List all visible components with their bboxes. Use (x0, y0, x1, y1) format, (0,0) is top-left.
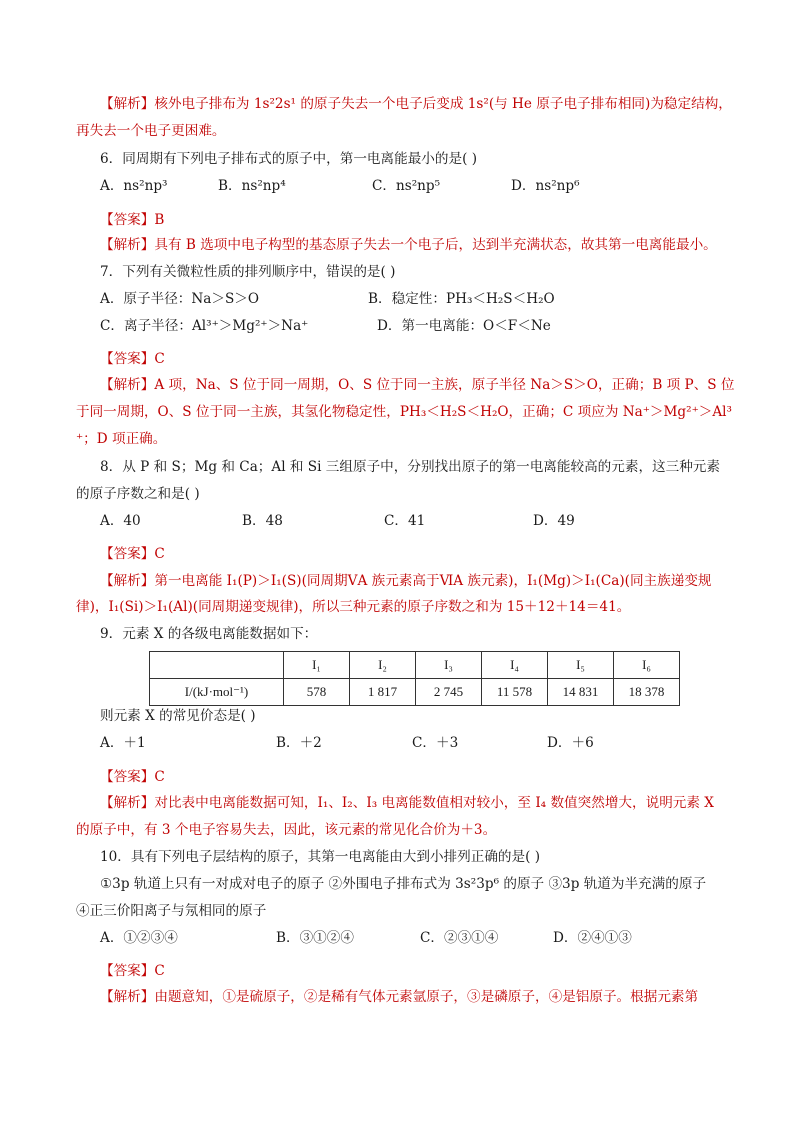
option-a: A．40 (100, 513, 141, 529)
table-row (150, 652, 680, 679)
option-c: C．41 (384, 513, 426, 529)
option-b: B．ns²np⁴ (218, 178, 286, 194)
table-header-cell: I₃ (416, 652, 482, 679)
question-10-items: ①3p 轨道上只有一对成对电子的原子 ②外围电子排布式为 3s²3p⁶ 的原子 ③3p 轨道为半充满的原子 (100, 876, 707, 892)
answer-9: 【答案】C (100, 769, 165, 785)
table-header-cell: I₄ (482, 652, 548, 679)
question-8: 8．从 P 和 S；Mg 和 Ca；Al 和 Si 三组原子中，分别找出原子的第一电离能较高的元素，这三种元素 (100, 459, 720, 475)
table-row (150, 679, 680, 706)
answer-7: 【答案】C (100, 351, 165, 367)
option-b: B．48 (242, 513, 283, 529)
explanation-6: 【解析】具有 B 选项中电子构型的基态原子失去一个电子后，达到半充满状态，故其第一电离能最小。 (100, 237, 717, 253)
question-9: 9．元素 X 的各级电离能数据如下： (100, 626, 318, 642)
option-d: D．第一电离能：O＜F＜Ne (377, 318, 551, 334)
table-cell: 2 745 (416, 679, 482, 706)
table-header-cell: I₂ (350, 652, 416, 679)
option-c: C．ns²np⁵ (372, 178, 441, 194)
explanation-line: 再失去一个电子更困难。 (76, 123, 226, 139)
explanation-7: 【解析】A 项，Na、S 位于同一周期，O、S 位于同一主族，原子半径 Na＞S＞O，正确；B 项 P、S 位 (100, 377, 735, 393)
option-c: C．②③①④ (420, 930, 499, 946)
option-d: D．＋6 (547, 735, 594, 751)
option-a: A．＋1 (100, 735, 146, 751)
explanation-8: 律)，I₁(Si)＞I₁(Al)(同周期递变规律)，所以三种元素的原子序数之和为 15＋12＋14＝41。 (76, 599, 631, 615)
explanation-9: 【解析】对比表中电离能数据可知，I₁、I₂、I₃ 电离能数值相对较小，至 I₄ 数值突然增大，说明元素 X (100, 795, 714, 811)
option-b: B．＋2 (276, 735, 322, 751)
option-c: C．＋3 (412, 735, 459, 751)
option-c: C．离子半径：Al³⁺＞Mg²⁺＞Na⁺ (100, 318, 309, 334)
answer-8: 【答案】C (100, 546, 165, 562)
explanation-9: 的原子中，有 3 个电子容易失去，因此，该元素的常见化合价为＋3。 (76, 822, 497, 838)
question-10-items: ④正三价阳离子与氖相同的原子 (76, 903, 267, 919)
option-b: B．③①②④ (276, 930, 354, 946)
question-7: 7．下列有关微粒性质的排列顺序中，错误的是( ) (100, 264, 396, 280)
table-cell: 578 (284, 679, 350, 706)
option-a: A．ns²np³ (100, 178, 168, 194)
table-header-cell: I₁ (284, 652, 350, 679)
question-9: 则元素 X 的常见价态是( ) (100, 708, 256, 724)
option-d: D．②④①③ (553, 930, 632, 946)
answer-6: 【答案】B (100, 212, 165, 228)
table-header-cell (150, 652, 284, 679)
table-cell: 1 817 (350, 679, 416, 706)
table-cell: 18 378 (614, 679, 680, 706)
option-a: A．①②③④ (100, 930, 178, 946)
question-6: 6．同周期有下列电子排布式的原子中，第一电离能最小的是( ) (100, 151, 478, 167)
explanation-7: ⁺；D 项正确。 (76, 431, 167, 447)
explanation-line: 【解析】核外电子排布为 1s²2s¹ 的原子失去一个电子后变成 1s²(与 He 原子电子排布相同)为稳定结构， (100, 96, 732, 112)
answer-10: 【答案】C (100, 963, 165, 979)
explanation-8: 【解析】第一电离能 I₁(P)＞I₁(S)(同周期ⅤA 族元素高于ⅥA 族元素)，I₁(Mg)＞I₁(Ca)(同主族递变规 (100, 573, 712, 589)
option-a: A．原子半径：Na＞S＞O (100, 291, 260, 307)
explanation-10: 【解析】由题意知，①是硫原子，②是稀有气体元素氩原子，③是磷原子，④是铝原子。根据元素第 (100, 989, 699, 1005)
ionization-energy-table (149, 651, 680, 706)
option-d: D．49 (533, 513, 575, 529)
question-10: 10．具有下列电子层结构的原子，其第一电离能由大到小排列正确的是( ) (100, 849, 541, 865)
question-8: 的原子序数之和是( ) (76, 486, 200, 502)
explanation-7: 于同一周期，O、S 位于同一主族，其氢化物稳定性，PH₃＜H₂S＜H₂O，正确；C 项应为 Na⁺＞Mg²⁺＞Al³ (76, 404, 732, 420)
option-d: D．ns²np⁶ (511, 178, 580, 194)
table-header-cell: I₅ (548, 652, 614, 679)
table-row-label: I/(kJ·mol⁻¹) (150, 679, 284, 706)
table-header-cell: I₆ (614, 652, 680, 679)
table-cell: 14 831 (548, 679, 614, 706)
option-b: B．稳定性：PH₃＜H₂S＜H₂O (368, 291, 555, 307)
table-cell: 11 578 (482, 679, 548, 706)
